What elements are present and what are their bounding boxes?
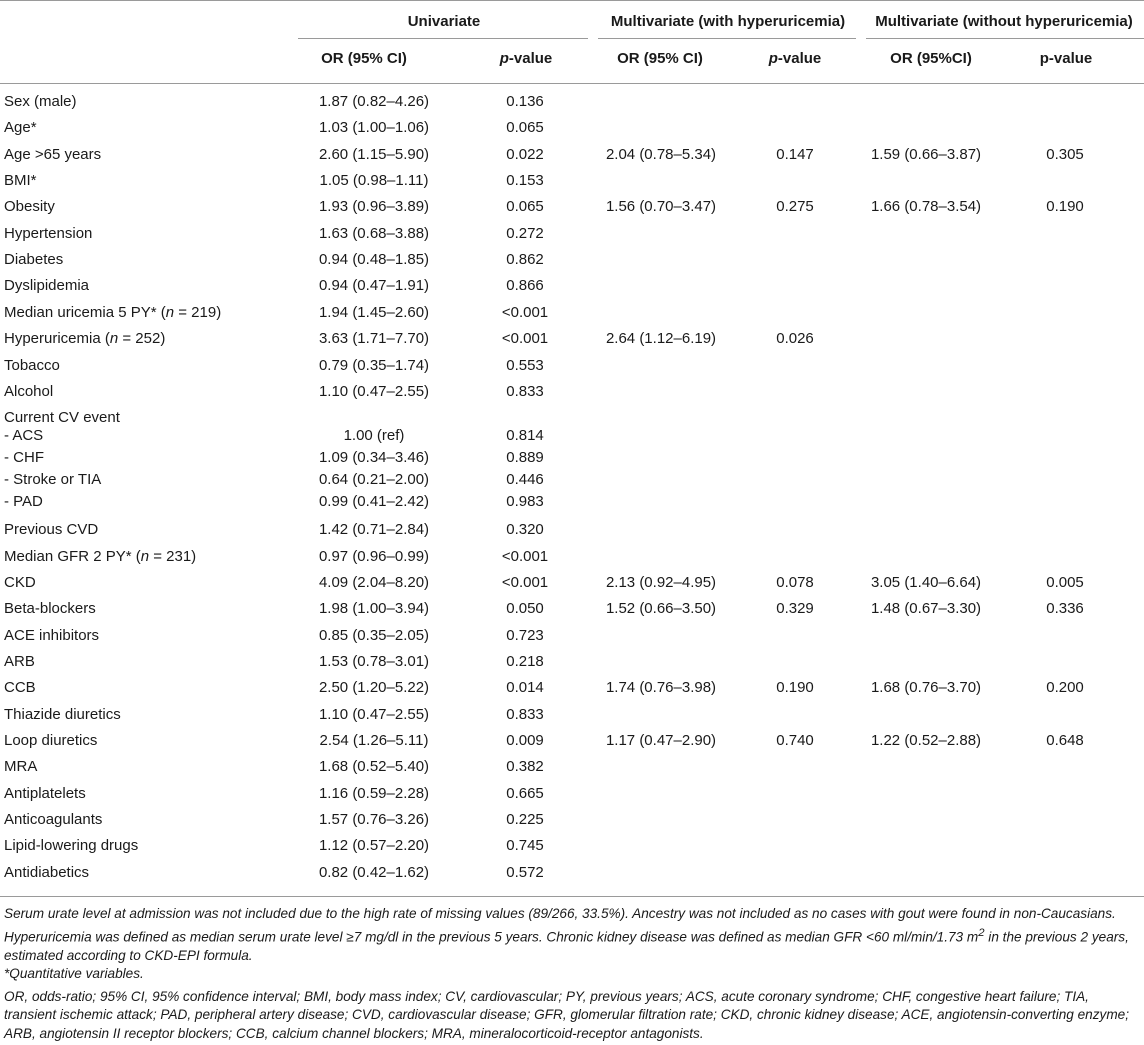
row-label <box>4 92 77 112</box>
row-label <box>4 705 121 725</box>
cell-univariate-p: 0.218 <box>506 652 544 670</box>
row-label <box>4 573 36 593</box>
footnote-quantitative: *Quantitative variables. <box>4 966 144 982</box>
p-italic: p <box>499 50 509 67</box>
row-label-text: MRA <box>4 758 38 776</box>
row-label-text: ARB <box>4 652 35 670</box>
cell-multi-with-p: 0.275 <box>776 198 814 216</box>
cell-univariate-p: 0.446 <box>506 471 544 489</box>
cell-multi-without-or: 1.59 (0.66–3.87) <box>870 145 982 163</box>
cell-univariate-or: 1.42 (0.71–2.84) <box>318 521 430 539</box>
row-label-text: - CHF <box>4 449 44 467</box>
cell-univariate-p: 0.065 <box>506 198 544 216</box>
col-header-univariate-or: OR (95% CI) <box>321 50 407 67</box>
cell-multi-without-p: 0.305 <box>1046 145 1084 163</box>
cell-univariate-p: 0.983 <box>506 493 544 511</box>
cell-multi-with-or: 1.56 (0.70–3.47) <box>605 198 717 216</box>
col-header-univariate-p <box>500 50 553 67</box>
cell-univariate-or: 1.09 (0.34–3.46) <box>318 449 430 467</box>
row-label <box>4 863 89 883</box>
table-row <box>0 118 1144 144</box>
row-label <box>4 836 138 856</box>
row-label-count: = 252) <box>118 330 166 348</box>
table-row <box>0 757 1144 783</box>
cell-univariate-p: 0.050 <box>506 600 544 618</box>
cell-multi-with-or: 1.74 (0.76–3.98) <box>605 679 717 697</box>
table-row <box>0 810 1144 836</box>
row-label-text: Loop diuretics <box>4 732 98 749</box>
cell-multi-without-p: 0.648 <box>1046 732 1084 749</box>
cell-univariate-p: 0.065 <box>506 119 544 137</box>
row-label-text: Age* <box>4 119 37 137</box>
row-label-text: Anticoagulants <box>4 811 103 829</box>
row-label-text: Previous CVD <box>4 521 99 539</box>
col-header-multi-without-p: p-value <box>1039 50 1093 67</box>
row-label <box>4 731 97 751</box>
table-row <box>0 426 1144 447</box>
row-label <box>4 810 102 830</box>
table-row <box>0 250 1144 276</box>
cell-multi-without-or: 3.05 (1.40–6.64) <box>870 573 982 591</box>
cell-univariate-or: 1.53 (0.78–3.01) <box>318 652 430 670</box>
cell-multi-without-p: 0.200 <box>1046 679 1084 697</box>
cell-univariate-or: 1.05 (0.98–1.11) <box>319 172 429 190</box>
row-label-text: Antidiabetics <box>4 863 90 881</box>
cell-univariate-or: 1.98 (1.00–3.94) <box>318 600 430 618</box>
row-label-text: - ACS <box>4 427 44 445</box>
cell-univariate-or: 2.60 (1.15–5.90) <box>318 145 430 163</box>
row-label <box>4 197 55 217</box>
cell-univariate-or: 1.87 (0.82–4.26) <box>318 93 430 110</box>
cell-univariate-or: 1.03 (1.00–1.06) <box>318 119 430 137</box>
cell-univariate-p: 0.382 <box>506 758 544 776</box>
col-header-multi-with-p <box>769 50 822 67</box>
cell-univariate-p: 0.866 <box>506 277 544 295</box>
row-label <box>4 678 36 698</box>
row-label-text: Diabetes <box>4 251 64 269</box>
top-rule <box>0 0 1144 1</box>
cell-univariate-p: 0.833 <box>506 382 544 400</box>
row-label <box>4 547 196 567</box>
row-label <box>4 470 101 490</box>
cell-univariate-or: 1.93 (0.96–3.89) <box>318 198 430 216</box>
cell-multi-without-p: 0.190 <box>1046 198 1084 216</box>
cell-univariate-p: 0.814 <box>506 427 544 445</box>
p-italic: p <box>768 50 778 67</box>
cell-univariate-p: 0.022 <box>506 145 544 163</box>
table-row <box>0 863 1144 889</box>
row-label <box>4 145 101 165</box>
cell-univariate-p: 0.862 <box>506 251 544 269</box>
cell-multi-with-or: 2.64 (1.12–6.19) <box>605 330 717 348</box>
row-label <box>4 382 53 402</box>
footnote-definitions <box>4 905 1140 965</box>
row-label <box>4 757 37 777</box>
row-label-count: = 231) <box>149 547 197 565</box>
cell-univariate-or: 0.94 (0.47–1.91) <box>318 277 430 295</box>
table-row <box>0 836 1144 862</box>
group-rule-multivariate-with <box>598 38 856 39</box>
table-row <box>0 547 1144 573</box>
cell-univariate-or: 1.63 (0.68–3.88) <box>318 224 430 242</box>
row-label <box>4 276 89 296</box>
cell-multi-without-or: 1.22 (0.52–2.88) <box>870 732 982 749</box>
cell-multi-with-p: 0.740 <box>776 732 814 749</box>
table-row <box>0 492 1144 513</box>
cell-multi-with-p: 0.190 <box>776 679 814 697</box>
header-bottom-rule <box>0 83 1144 84</box>
table-row <box>0 382 1144 408</box>
row-label-text: ACE inhibitors <box>4 626 100 644</box>
col-header-multi-without-or: OR (95%CI) <box>890 50 972 67</box>
p-suffix: -value <box>777 50 822 67</box>
cell-univariate-p: 0.553 <box>506 356 544 374</box>
row-label <box>4 520 98 540</box>
row-label-text: Dyslipidemia <box>4 277 90 295</box>
table-row <box>0 197 1144 223</box>
header-multivariate-without-hyperuricemia: Multivariate (without hyperuricemia) <box>875 13 1133 30</box>
table-row <box>0 224 1144 250</box>
footnote-text-b: in the previous 2 years, estimated according to CKD-EPI formula. <box>4 929 1129 963</box>
row-label-text: Alcohol <box>4 382 54 400</box>
row-label-text: Thiazide diuretics <box>4 705 121 723</box>
row-label-text: CCB <box>4 679 36 697</box>
group-rule-univariate <box>298 38 588 39</box>
cell-univariate-or: 2.54 (1.26–5.11) <box>319 732 429 749</box>
row-label-text: - PAD <box>4 493 43 511</box>
table-bottom-rule <box>0 896 1144 897</box>
table-row <box>0 145 1144 171</box>
cell-univariate-p: 0.153 <box>506 172 544 190</box>
row-label-n: n <box>140 547 150 565</box>
cell-univariate-p: <0.001 <box>501 547 549 565</box>
cell-multi-with-p: 0.026 <box>776 330 814 348</box>
row-label-n: n <box>165 303 175 321</box>
table-row <box>0 731 1144 757</box>
cell-univariate-or: 3.63 (1.71–7.70) <box>318 330 430 348</box>
table-row <box>0 448 1144 469</box>
row-label-text: Obesity <box>4 198 55 216</box>
p-suffix: -value <box>508 50 553 67</box>
table-row <box>0 573 1144 599</box>
cell-multi-with-or: 1.17 (0.47–2.90) <box>605 732 717 749</box>
row-label-text: Sex (male) <box>4 93 77 110</box>
row-label <box>4 356 60 376</box>
cell-univariate-or: 0.94 (0.48–1.85) <box>318 251 430 269</box>
table-row <box>0 705 1144 731</box>
cell-univariate-or: 4.09 (2.04–8.20) <box>318 573 430 591</box>
cell-multi-with-or: 1.52 (0.66–3.50) <box>605 600 717 618</box>
table-row <box>0 784 1144 810</box>
group-rule-multivariate-without <box>866 38 1144 39</box>
cell-univariate-p: 0.572 <box>506 863 544 881</box>
table-row <box>0 303 1144 329</box>
row-label-text: BMI* <box>4 172 37 190</box>
table-row <box>0 276 1144 302</box>
cell-multi-with-p: 0.078 <box>776 573 814 591</box>
row-label <box>4 599 96 619</box>
cell-univariate-or: 1.10 (0.47–2.55) <box>318 705 430 723</box>
cell-univariate-p: 0.009 <box>506 732 544 749</box>
row-label-text: Beta-blockers <box>4 600 96 618</box>
header-multivariate-with-hyperuricemia: Multivariate (with hyperuricemia) <box>610 13 846 30</box>
row-label <box>4 250 63 270</box>
row-label-text: Lipid-lowering drugs <box>4 837 139 855</box>
cell-multi-with-p: 0.147 <box>776 145 814 163</box>
table-row <box>0 599 1144 625</box>
cell-univariate-or: 2.50 (1.20–5.22) <box>318 679 430 697</box>
table-row <box>0 329 1144 355</box>
cell-univariate-or: 0.82 (0.42–1.62) <box>318 863 430 881</box>
cell-univariate-or: 1.12 (0.57–2.20) <box>318 837 430 855</box>
row-label <box>4 626 99 646</box>
row-label <box>4 426 43 446</box>
cell-univariate-or: 0.79 (0.35–1.74) <box>318 356 430 374</box>
row-label <box>4 448 44 468</box>
footnote-superscript: 2 <box>978 926 985 939</box>
cell-univariate-p: 0.136 <box>506 93 544 110</box>
cell-univariate-p: 0.889 <box>506 449 544 467</box>
row-label-n: n <box>109 330 119 348</box>
cell-multi-with-or: 2.13 (0.92–4.95) <box>605 573 717 591</box>
cell-univariate-p: 0.014 <box>506 679 544 697</box>
row-label-text: Hyperuricemia ( <box>4 330 110 348</box>
cell-univariate-p: 0.833 <box>506 705 544 723</box>
footnote-text-a: Serum urate level at admission was not included due to the high rate of missing values (89/266, 33.5%). Ancestry was not included as no cases with gout were found in non-Caucasians. Hyperuricemia was defined as median serum urate level ≥7 mg/dl in the previous 5 years. Chronic kidney disease was defined as median GFR <60 ml/min/1.73 m <box>4 906 1116 945</box>
row-label <box>4 492 43 512</box>
cell-multi-without-p: 0.005 <box>1046 573 1084 591</box>
cell-univariate-or: 0.85 (0.35–2.05) <box>318 626 430 644</box>
row-label-text: - Stroke or TIA <box>4 471 102 489</box>
row-label <box>4 118 37 138</box>
table-row <box>0 520 1144 546</box>
cell-univariate-p: <0.001 <box>501 303 549 321</box>
cell-multi-without-or: 1.68 (0.76–3.70) <box>870 679 982 697</box>
col-header-multi-with-or: OR (95% CI) <box>617 50 703 67</box>
cell-univariate-or: 1.10 (0.47–2.55) <box>318 382 430 400</box>
row-label <box>4 652 35 672</box>
row-label-text: Median GFR 2 PY* ( <box>4 547 141 565</box>
cell-univariate-p: 0.272 <box>506 224 544 242</box>
row-label-text: Hypertension <box>4 224 93 242</box>
cell-multi-with-or: 2.04 (0.78–5.34) <box>605 145 717 163</box>
row-label <box>4 303 221 323</box>
cell-multi-with-p: 0.329 <box>776 600 814 618</box>
row-label-text: Age >65 years <box>4 145 102 163</box>
row-label <box>4 171 37 191</box>
table-row <box>0 626 1144 652</box>
row-label-text: Median uricemia 5 PY* ( <box>4 303 166 321</box>
footnote-abbreviations: OR, odds-ratio; 95% CI, 95% confidence interval; BMI, body mass index; CV, cardiovascular; PY, previous years; ACS, acute coronary syndrome; CHF, congestive heart failure; TIA, transient ischemic attack; PAD, peripheral artery disease; CVD, cardiovascular disease; GFR, glomerular filtration rate; CKD, chronic kidney disease; ACE, angiotensin-converting enzyme; ARB, angiotensin II receptor blockers; CCB, calcium channel blockers; MRA, mineralocorticoid-receptor antagonists. <box>4 988 1129 1041</box>
cell-univariate-or: 1.00 (ref) <box>343 427 405 445</box>
row-label-count: = 219) <box>174 303 222 321</box>
row-label <box>4 784 86 804</box>
row-label-text: CKD <box>4 573 36 591</box>
cell-univariate-p: <0.001 <box>501 330 549 348</box>
cell-univariate-or: 1.57 (0.76–3.26) <box>318 811 430 829</box>
cell-univariate-p: 0.745 <box>506 837 544 855</box>
table-row <box>0 356 1144 382</box>
cell-univariate-p: 0.225 <box>506 811 544 829</box>
cell-univariate-or: 1.68 (0.52–5.40) <box>318 758 430 776</box>
table-footnotes <box>4 905 1140 1043</box>
row-label-text: Current CV event <box>4 409 120 427</box>
cell-univariate-or: 0.64 (0.21–2.00) <box>318 471 430 489</box>
cell-univariate-p: 0.723 <box>506 626 544 644</box>
cell-univariate-p: 0.320 <box>506 521 544 539</box>
cell-univariate-or: 1.94 (1.45–2.60) <box>318 303 430 321</box>
cell-univariate-p: <0.001 <box>501 573 549 591</box>
cell-multi-without-or: 1.66 (0.78–3.54) <box>870 198 982 216</box>
cell-univariate-or: 0.97 (0.96–0.99) <box>318 547 430 565</box>
cell-multi-without-p: 0.336 <box>1046 600 1084 618</box>
row-label <box>4 329 165 349</box>
table-row <box>0 652 1144 678</box>
table-row <box>0 92 1144 118</box>
row-label-text: Antiplatelets <box>4 784 86 802</box>
cell-univariate-or: 0.99 (0.41–2.42) <box>318 493 430 511</box>
table-row <box>0 470 1144 491</box>
cell-univariate-p: 0.665 <box>506 784 544 802</box>
row-label-text: Tobacco <box>4 356 60 374</box>
table-row <box>0 678 1144 704</box>
cell-univariate-or: 1.16 (0.59–2.28) <box>318 784 430 802</box>
cell-multi-without-or: 1.48 (0.67–3.30) <box>870 600 982 618</box>
row-label <box>4 224 92 244</box>
row-label <box>4 408 120 428</box>
header-univariate: Univariate <box>407 13 481 30</box>
table-row <box>0 171 1144 197</box>
